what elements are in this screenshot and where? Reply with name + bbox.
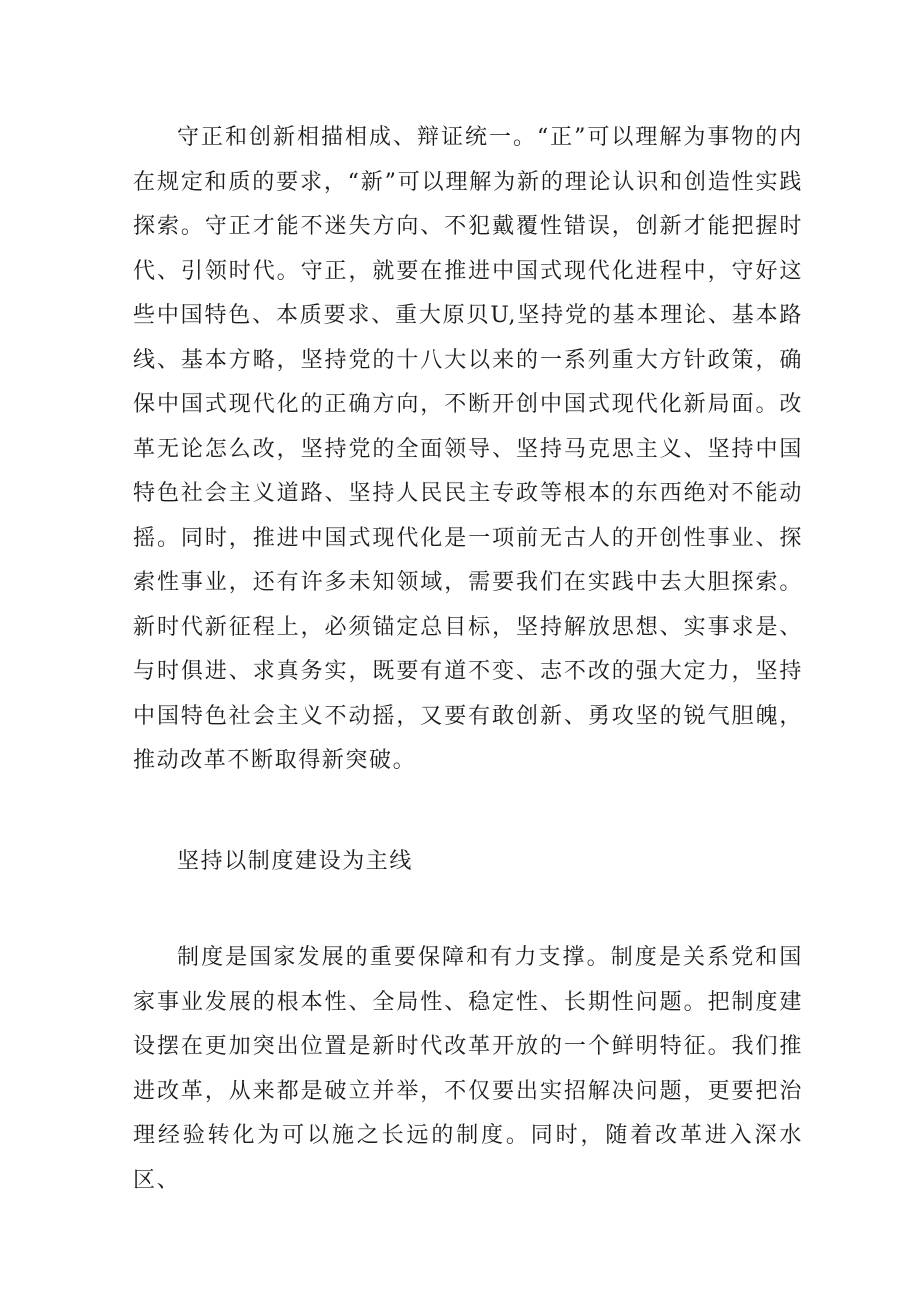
section-heading: 坚持以制度建设为主线 bbox=[177, 849, 414, 874]
body-paragraph-2: 制度是国家发展的重要保障和有力支撑。制度是关系党和国家事业发展的根本性、全局性、稳定性、长期性问题。把制度建设摆在更加突出位置是新时代改革开放的一个鲜明特征。我们推进改革，从来都是破立并举，不仅要出实招解决问题，更要把治理经验转化为可以施之长远的制度。同时，随着改革进入深水区、 bbox=[133, 945, 803, 1193]
body-paragraph-1: 守正和创新相描相成、辩证统一。“正”可以理解为事物的内在规定和质的要求，“新”可以理解为新的理论认识和创造性实践探索。守正才能不迷失方向、不犯戴覆性错误，创新才能把握时代、引领时代。守正，就要在推进中国式现代化进程中，守好这些中国特色、本质要求、重大原贝U,坚持党的基本理论、基本路线、基本方略，坚持党的十八大以来的一系列重大方针政策，确保中国式现代化的正确方向，不断开创中国式现代化新局面。改革无论怎么改，坚持党的全面领导、坚持马克思主义、坚持中国特色社会主义道路、坚持人民民主专政等根本的东西绝对不能动摇。同时，推进中国式现代化是一项前无古人的开创性事业、探索性事业，还有许多未知领域，需要我们在实践中去大胆探索。新时代新征程上，必须锚定总目标，坚持解放思想、实事求是、与时俱进、求真务实，既要有道不变、志不改的强大定力，坚持中国特色社会主义不动摇，又要有敢创新、勇攻坚的锐气胆魄，推动改革不断取得新突破。 bbox=[133, 125, 803, 773]
